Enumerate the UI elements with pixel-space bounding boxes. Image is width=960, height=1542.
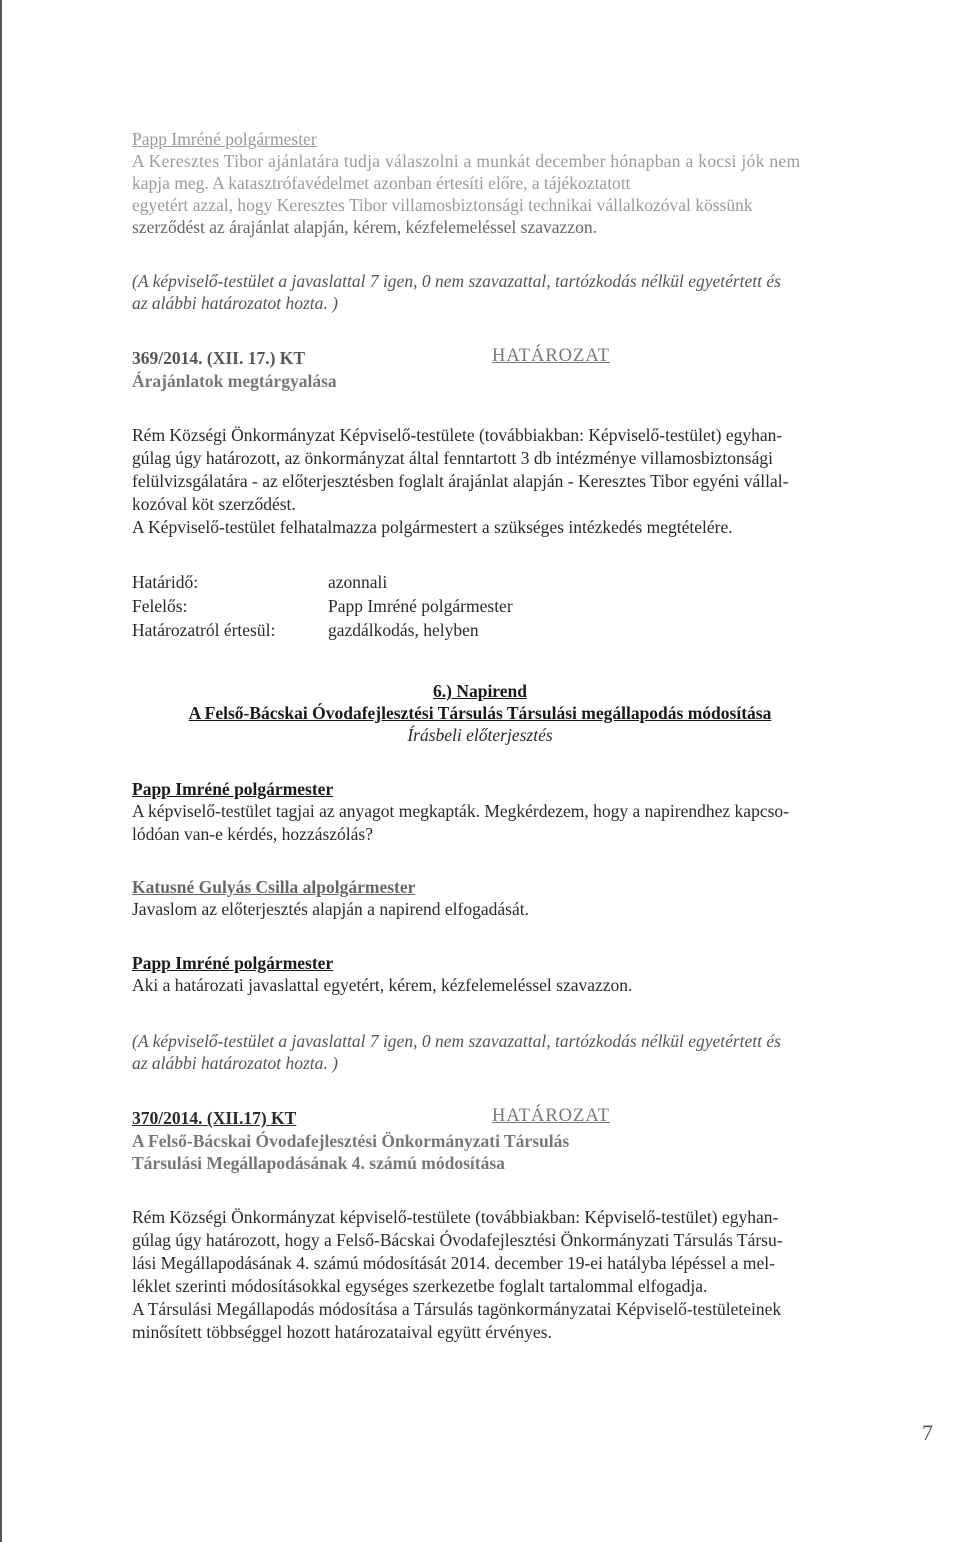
body-line: minősített többséggel hozott határozataival együtt érvényes. bbox=[132, 1322, 552, 1342]
agenda-subtitle: Írásbeli előterjesztés bbox=[407, 725, 553, 745]
resolution-body bbox=[132, 1206, 828, 1344]
faded-speaker: Papp Imréné polgármester bbox=[132, 129, 317, 149]
body-line: gúlag úgy határozott, hogy a Felső-Bácskai Óvodafejlesztési Önkormányzati Társulás Társu- bbox=[132, 1230, 783, 1250]
body-line: Rém Községi Önkormányzat képviselő-testülete (továbbiakban: Képviselő-testület) egyhan- bbox=[132, 1207, 779, 1227]
body-line: gúlag úgy határozott, az önkormányzat által fenntartott 3 db intézménye villamosbiztonsági bbox=[132, 448, 773, 468]
deadline-label: Határidő: bbox=[132, 572, 199, 592]
vote-result: (A képviselő-testület a javaslattal 7 igen, 0 nem szavazattal, tartózkodás nélkül egyetértett és bbox=[132, 271, 781, 291]
notify-label: Határozatról értesül: bbox=[132, 620, 276, 640]
resolution-subject: Társulási Megállapodásának 4. számú módosítása bbox=[132, 1153, 505, 1173]
resolution-body bbox=[132, 424, 828, 516]
resolution-heading: HATÁROZAT bbox=[492, 1106, 610, 1126]
speech-line: Javaslom az előterjesztés alapján a napirend elfogadását. bbox=[132, 899, 529, 919]
resolution-heading: HATÁROZAT bbox=[492, 346, 610, 366]
notify-value: gazdálkodás, helyben bbox=[328, 620, 479, 640]
agenda-title: A Felső-Bácskai Óvodafejlesztési Társulás Társulási megállapodás módosítása bbox=[188, 703, 772, 723]
body-line: felülvizsgálatára - az előterjesztésben foglalt árajánlat alapján - Keresztes Tibor egyéni vállal- bbox=[132, 471, 789, 491]
body-line: léklet szerinti módosításokkal egységes szerkezetbe foglalt tartalommal elfogadja. bbox=[132, 1276, 708, 1296]
vote-result: az alábbi határozatot hozta. ) bbox=[132, 1053, 338, 1073]
speaker-name: Katusné Gulyás Csilla alpolgármester bbox=[132, 877, 416, 897]
speech-text bbox=[132, 800, 828, 846]
scan-edge-line bbox=[0, 0, 2, 1542]
responsible-label: Felelős: bbox=[132, 596, 188, 616]
agenda-number: 6.) Napirend bbox=[433, 681, 527, 701]
faded-line: A Keresztes Tibor ajánlatára tudja válaszolni a munkát december hónapban a kocsi jók nem bbox=[132, 151, 801, 171]
responsible-value: Papp Imréné polgármester bbox=[328, 596, 513, 616]
speech-line: Aki a határozati javaslattal egyetért, kérem, kézfelemeléssel szavazzon. bbox=[132, 975, 633, 995]
faded-line: kapja meg. A katasztrófavédelmet azonban értesíti előre, a tájékoztatott bbox=[132, 173, 631, 193]
vote-result: az alábbi határozatot hozta. ) bbox=[132, 293, 338, 313]
speech-line: A képviselő-testület tagjai az anyagot megkapták. Megkérdezem, hogy a napirendhez kapcso- bbox=[132, 801, 789, 821]
body-line: lási Megállapodásának 4. számú módosítását 2014. december 19-ei hatályba lépéssel a mel- bbox=[132, 1253, 775, 1273]
vote-result: (A képviselő-testület a javaslattal 7 igen, 0 nem szavazattal, tartózkodás nélkül egyetértett és bbox=[132, 1031, 781, 1051]
resolution-subject: A Felső-Bácskai Óvodafejlesztési Önkormányzati Társulás bbox=[132, 1131, 570, 1151]
resolution-number: 370/2014. (XII.17) KT bbox=[132, 1108, 297, 1128]
deadline-value: azonnali bbox=[328, 572, 388, 592]
body-line: kozóval köt szerződést. bbox=[132, 494, 296, 514]
body-line: A Társulási Megállapodás módosítása a Társulás tagönkormányzatai Képviselő-testületeinek bbox=[132, 1299, 782, 1319]
resolution-subject: Árajánlatok megtárgyalása bbox=[132, 371, 337, 391]
page-number: 7 bbox=[922, 1420, 933, 1445]
faded-line: egyetért azzal, hogy Keresztes Tibor villamosbiztonsági technikai vállalkozóval kössünk bbox=[132, 195, 753, 215]
speaker-name: Papp Imréné polgármester bbox=[132, 953, 334, 973]
speech-line: lódóan van-e kérdés, hozzászólás? bbox=[132, 824, 374, 844]
resolution-number: 369/2014. (XII. 17.) KT bbox=[132, 348, 306, 368]
body-line: Rém Községi Önkormányzat Képviselő-testülete (továbbiakban: Képviselő-testület) egyhan- bbox=[132, 425, 783, 445]
faded-line: szerződést az árajánlat alapján, kérem, kézfelemeléssel szavazzon. bbox=[132, 217, 597, 237]
authorization-text: A Képviselő-testület felhatalmazza polgármestert a szükséges intézkedés megtételére. bbox=[132, 517, 733, 537]
speaker-name: Papp Imréné polgármester bbox=[132, 779, 334, 799]
